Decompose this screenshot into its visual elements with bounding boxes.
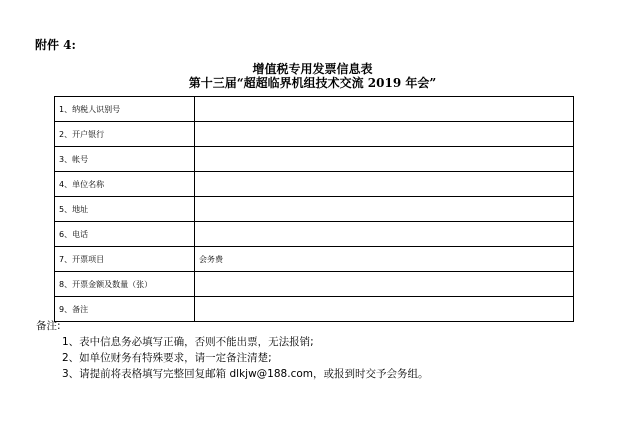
document-subtitle: 第十三届“超超临界机组技术交流 2019 年会”: [188, 76, 437, 90]
row-label-account: 3、帐号: [55, 147, 195, 172]
invoice-info-table: [54, 96, 574, 322]
row-label-phone: 6、电话: [55, 222, 195, 247]
note-item: 3、请提前将表格填写完整回复邮箱 dlkjw@188.com，或报到时交予会务组。: [62, 368, 429, 380]
row-label-tax-id: 1、纳税人识别号: [55, 97, 195, 122]
row-label-amount: 8、开票金额及数量（张）: [55, 272, 195, 297]
row-label-company: 4、单位名称: [55, 172, 195, 197]
row-value-account[interactable]: [195, 147, 574, 172]
table-row: [55, 197, 574, 222]
notes-section: [36, 318, 616, 382]
document-title: 增值税专用发票信息表: [252, 62, 373, 76]
row-label-invoice-item: 7、开票项目: [55, 247, 195, 272]
row-value-address[interactable]: [195, 197, 574, 222]
table-row: [55, 247, 574, 272]
table-row: [55, 97, 574, 122]
table-row: [55, 272, 574, 297]
row-label-bank: 2、开户银行: [55, 122, 195, 147]
note-item: 1、表中信息务必填写正确，否则不能出票，无法报销;: [62, 336, 314, 348]
table-row: [55, 222, 574, 247]
table-row: [55, 147, 574, 172]
notes-heading: 备注:: [36, 320, 61, 332]
row-value-phone[interactable]: [195, 222, 574, 247]
note-item: 2、如单位财务有特殊要求，请一定备注清楚;: [62, 352, 272, 364]
row-value-amount[interactable]: [195, 272, 574, 297]
attachment-label: 附件 4:: [35, 38, 76, 52]
row-label-remarks: 9、备注: [55, 297, 195, 322]
row-label-address: 5、地址: [55, 197, 195, 222]
table-row: [55, 122, 574, 147]
row-value-bank[interactable]: [195, 122, 574, 147]
row-value-company[interactable]: [195, 172, 574, 197]
table-row: [55, 172, 574, 197]
row-value-tax-id[interactable]: [195, 97, 574, 122]
row-value-invoice-item[interactable]: 会务费: [195, 247, 574, 272]
